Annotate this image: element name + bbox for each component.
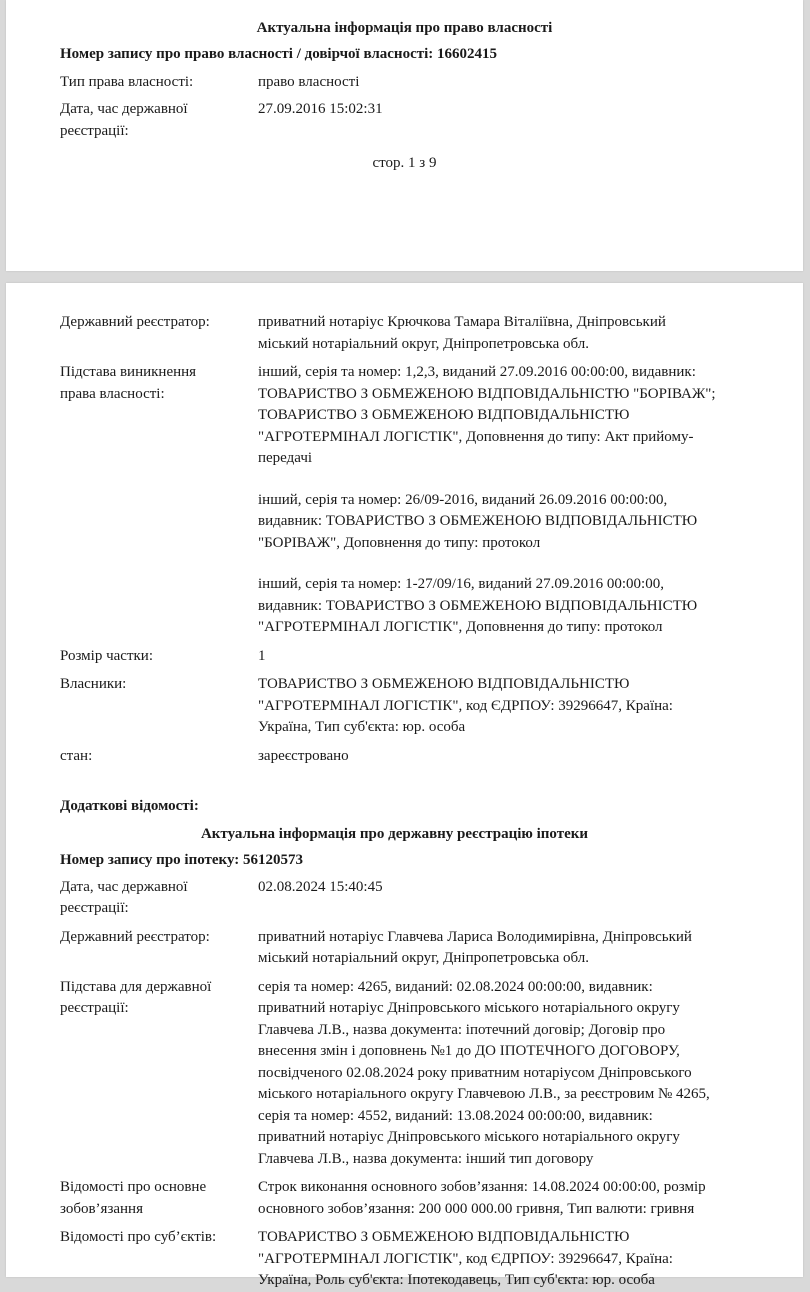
value-line: "АГРОТЕРМІНАЛ ЛОГІСТІК", Доповнення до типу: Акт прийому- (258, 428, 694, 445)
label-line: права власності: (60, 385, 165, 402)
field-label (60, 877, 258, 920)
value-line: інший, серія та номер: 1,2,3, виданий 27.09.2016 00:00:00, видавник: (258, 364, 696, 380)
value-line: внесення змін і доповнень №1 до ДО ІПОТЕЧНОГО ДОГОВОРУ, (258, 1043, 680, 1059)
value-line: ТОВАРИСТВО З ОБМЕЖЕНОЮ ВІДПОВІДАЛЬНІСТЮ (258, 407, 630, 423)
value-line: "АГРОТЕРМІНАЛ ЛОГІСТІК", код ЄДРПОУ: 39296647, Країна: (258, 697, 673, 714)
basis-document-3 (258, 574, 783, 639)
value-line: серія та номер: 4552, виданий: 13.08.2024 00:00:00, видавник: (258, 1107, 653, 1124)
value-line: міський нотаріальний округ, Дніпропетровська обл. (258, 335, 589, 352)
subjects-row (60, 1227, 783, 1292)
value-line: "АГРОТЕРМІНАЛ ЛОГІСТІК", Доповнення до типу: протокол (258, 619, 663, 635)
field-value: зареєстровано (258, 747, 349, 764)
label-line: реєстрації: (60, 122, 129, 139)
registrar-row (60, 312, 783, 355)
registration-date-row (60, 99, 783, 142)
label-line: Підстава для державної (60, 978, 212, 995)
value-line: Главчева Л.В., назва документа: іпотечний договір; Договір про (258, 1021, 666, 1038)
value-line: приватний нотаріус Главчева Лариса Володимирівна, Дніпровський (258, 928, 692, 945)
value-line: міський нотаріальний округ, Дніпропетровська обл. (258, 950, 589, 966)
field-label: Державний реєстратор: (60, 314, 210, 330)
value-line: "АГРОТЕРМІНАЛ ЛОГІСТІК", код ЄДРПОУ: 39296647, Країна: (258, 1250, 673, 1267)
value-line: ТОВАРИСТВО З ОБМЕЖЕНОЮ ВІДПОВІДАЛЬНІСТЮ (258, 676, 630, 692)
field-label: стан: (60, 747, 93, 764)
value-line: приватний нотаріус Дніпровського міського нотаріального округу (258, 1000, 680, 1016)
mortgage-basis-row (60, 977, 783, 1171)
label-line: реєстрації: (60, 1000, 129, 1016)
field-label (60, 362, 258, 639)
field-value (258, 1227, 783, 1292)
owners-row (60, 674, 783, 739)
value-line: посвідченого 02.08.2024 року приватним нотаріусом Дніпровського (258, 1064, 692, 1081)
label-line: Дата, час державної (60, 878, 188, 895)
field-value (258, 1177, 783, 1220)
additional-info-heading: Додаткові відомості: (60, 798, 199, 814)
field-value: 02.08.2024 15:40:45 (258, 878, 383, 895)
field-value: право власності (258, 73, 360, 90)
label-line: Підстава виникнення (60, 364, 197, 380)
mortgage-registrar-row (60, 927, 783, 970)
value-line: Україна, Тип суб'єкта: юр. особа (258, 719, 466, 735)
value-line: ТОВАРИСТВО З ОБМЕЖЕНОЮ ВІДПОВІДАЛЬНІСТЮ "БОРІВАЖ"; (258, 385, 716, 402)
value-line: "БОРІВАЖ", Доповнення до типу: протокол (258, 534, 541, 551)
field-value: 1 (258, 647, 266, 664)
page-number: стор. 1 з 9 (372, 155, 437, 171)
value-line: видавник: ТОВАРИСТВО З ОБМЕЖЕНОЮ ВІДПОВІДАЛЬНІСТЮ (258, 597, 698, 614)
value-line: Строк виконання основного зобов’язання: 14.08.2024 00:00:00, розмір (258, 1179, 706, 1195)
field-label: Тип права власності: (60, 73, 194, 90)
value-line: інший, серія та номер: 1-27/09/16, виданий 27.09.2016 00:00:00, (258, 576, 664, 592)
value-line: Україна, Роль суб'єкта: Іпотекодавець, Тип суб'єкта: юр. особа (258, 1272, 655, 1288)
label-line: Дата, час державної (60, 101, 188, 117)
ownership-section-title: Актуальна інформація про право власності (256, 20, 553, 36)
field-label (60, 99, 258, 142)
field-label: Власники: (60, 676, 127, 692)
field-value (258, 674, 783, 739)
field-value (258, 362, 783, 639)
value-line: видавник: ТОВАРИСТВО З ОБМЕЖЕНОЮ ВІДПОВІДАЛЬНІСТЮ (258, 513, 698, 529)
value-line: ТОВАРИСТВО З ОБМЕЖЕНОЮ ВІДПОВІДАЛЬНІСТЮ (258, 1229, 630, 1245)
ownership-record-number: Номер запису про право власності / довірчої власності: 16602415 (60, 46, 498, 62)
mortgage-date-row (60, 877, 783, 920)
field-value (258, 927, 783, 970)
share-size-row (60, 646, 783, 668)
field-value (258, 977, 783, 1171)
field-label (60, 1177, 258, 1220)
value-line: серія та номер: 4265, виданий: 02.08.2024 00:00:00, видавник: (258, 978, 653, 995)
label-line: зобов’язання (60, 1200, 143, 1217)
field-label (60, 977, 258, 1171)
ownership-type-row (60, 72, 783, 94)
value-line: приватний нотаріус Крючкова Тамара Віталіївна, Дніпровський (258, 314, 666, 330)
state-row (60, 746, 783, 768)
basis-document-1 (258, 362, 783, 470)
basis-document-2 (258, 490, 783, 555)
field-label: Розмір частки: (60, 647, 153, 664)
document-page-2 (6, 283, 803, 1288)
field-label: Відомості про суб’єктів: (60, 1229, 217, 1245)
field-label: Державний реєстратор: (60, 928, 210, 945)
value-line: основного зобов’язання: 200 000 000.00 гривня, Тип валюти: гривня (258, 1200, 695, 1217)
label-line: Відомості про основне (60, 1179, 207, 1195)
label-line: реєстрації: (60, 900, 129, 916)
value-line: міського нотаріального округу Главчевою Л.В., за реєстровим № 4265, (258, 1086, 710, 1102)
obligation-row (60, 1177, 783, 1220)
ownership-basis-row (60, 362, 783, 639)
value-line: передачі (258, 450, 313, 466)
field-value (258, 312, 783, 355)
mortgage-record-number: Номер запису про іпотеку: 56120573 (60, 852, 304, 868)
document-page-1 (6, 0, 803, 271)
field-value: 27.09.2016 15:02:31 (258, 101, 383, 117)
mortgage-section-title: Актуальна інформація про державну реєстрацію іпотеки (200, 825, 589, 842)
value-line: інший, серія та номер: 26/09-2016, виданий 26.09.2016 00:00:00, (258, 491, 668, 508)
value-line: приватний нотаріус Дніпровського міського нотаріального округу (258, 1129, 680, 1145)
value-line: Главчева Л.В., назва документа: інший тип договору (258, 1150, 594, 1167)
